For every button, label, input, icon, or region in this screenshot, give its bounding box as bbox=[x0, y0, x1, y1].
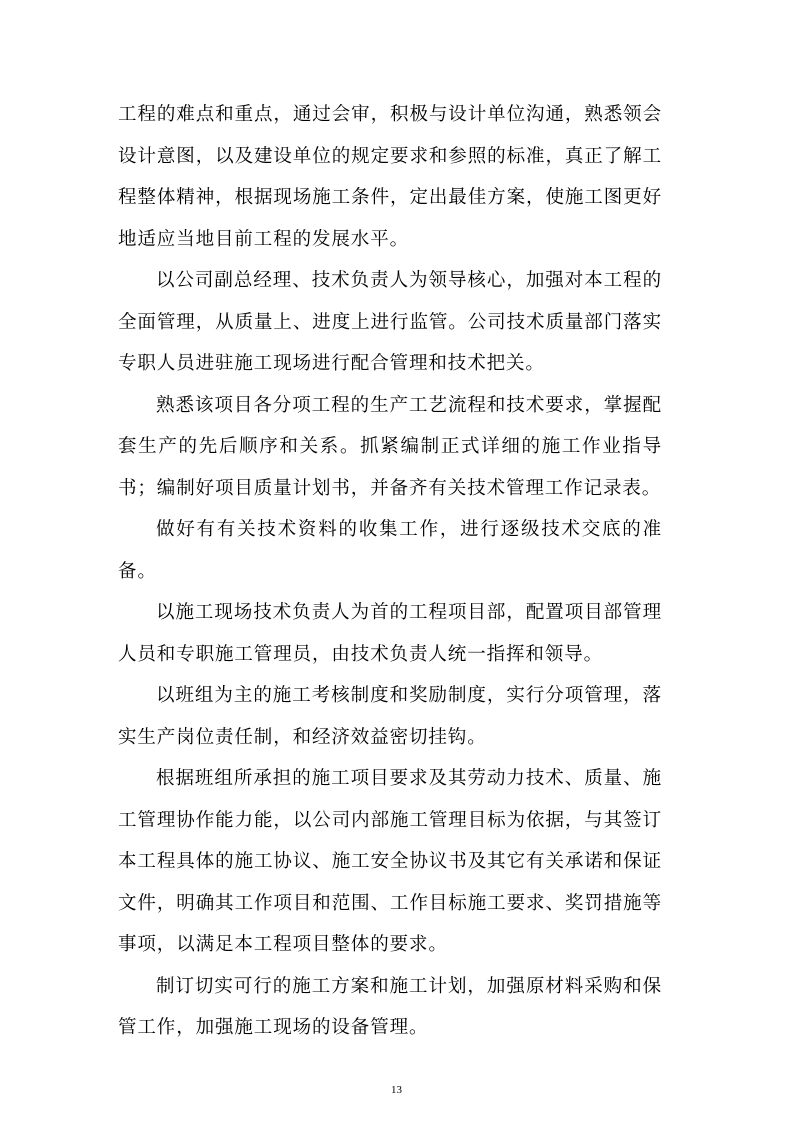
paragraph: 制订切实可行的施工方案和施工计划，加强原材料采购和保管工作，加强施工现场的设备管理。 bbox=[118, 975, 662, 1038]
paragraph: 根据班组所承担的施工项目要求及其劳动力技术、质量、施工管理协作能力能，以公司内部施工管理目标为依据，与其签订本工程具体的施工协议、施工安全协议书及其它有关承诺和保证文件，明确其工作项目和范围、工作目标施工要求、奖罚措施等事项，以满足本工程项目整体的要求。 bbox=[118, 768, 662, 955]
paragraph: 以班组为主的施工考核制度和奖励制度，实行分项管理，落实生产岗位责任制，和经济效益密切挂钩。 bbox=[118, 685, 662, 748]
paragraph: 做好有有关技术资料的收集工作，进行逐级技术交底的准备。 bbox=[118, 519, 662, 582]
paragraph: 工程的难点和重点，通过会审，积极与设计单位沟通，熟悉领会设计意图，以及建设单位的规定要求和参照的标准，真正了解工程整体精神，根据现场施工条件，定出最佳方案，使施工图更好地适应当地目前工程的发展水平。 bbox=[118, 104, 662, 250]
paragraph: 以公司副总经理、技术负责人为领导核心，加强对本工程的全面管理，从质量上、进度上进行监管。公司技术质量部门落实专职人员进驻施工现场进行配合管理和技术把关。 bbox=[118, 270, 662, 374]
document-body bbox=[118, 94, 662, 1049]
paragraph: 熟悉该项目各分项工程的生产工艺流程和技术要求，掌握配套生产的先后顺序和关系。抓紧编制正式详细的施工作业指导书；编制好项目质量计划书，并备齐有关技术管理工作记录表。 bbox=[118, 394, 662, 499]
page-number: 13 bbox=[391, 1084, 402, 1096]
paragraph: 以施工现场技术负责人为首的工程项目部，配置项目部管理人员和专职施工管理员，由技术负责人统一指挥和领导。 bbox=[118, 602, 662, 665]
